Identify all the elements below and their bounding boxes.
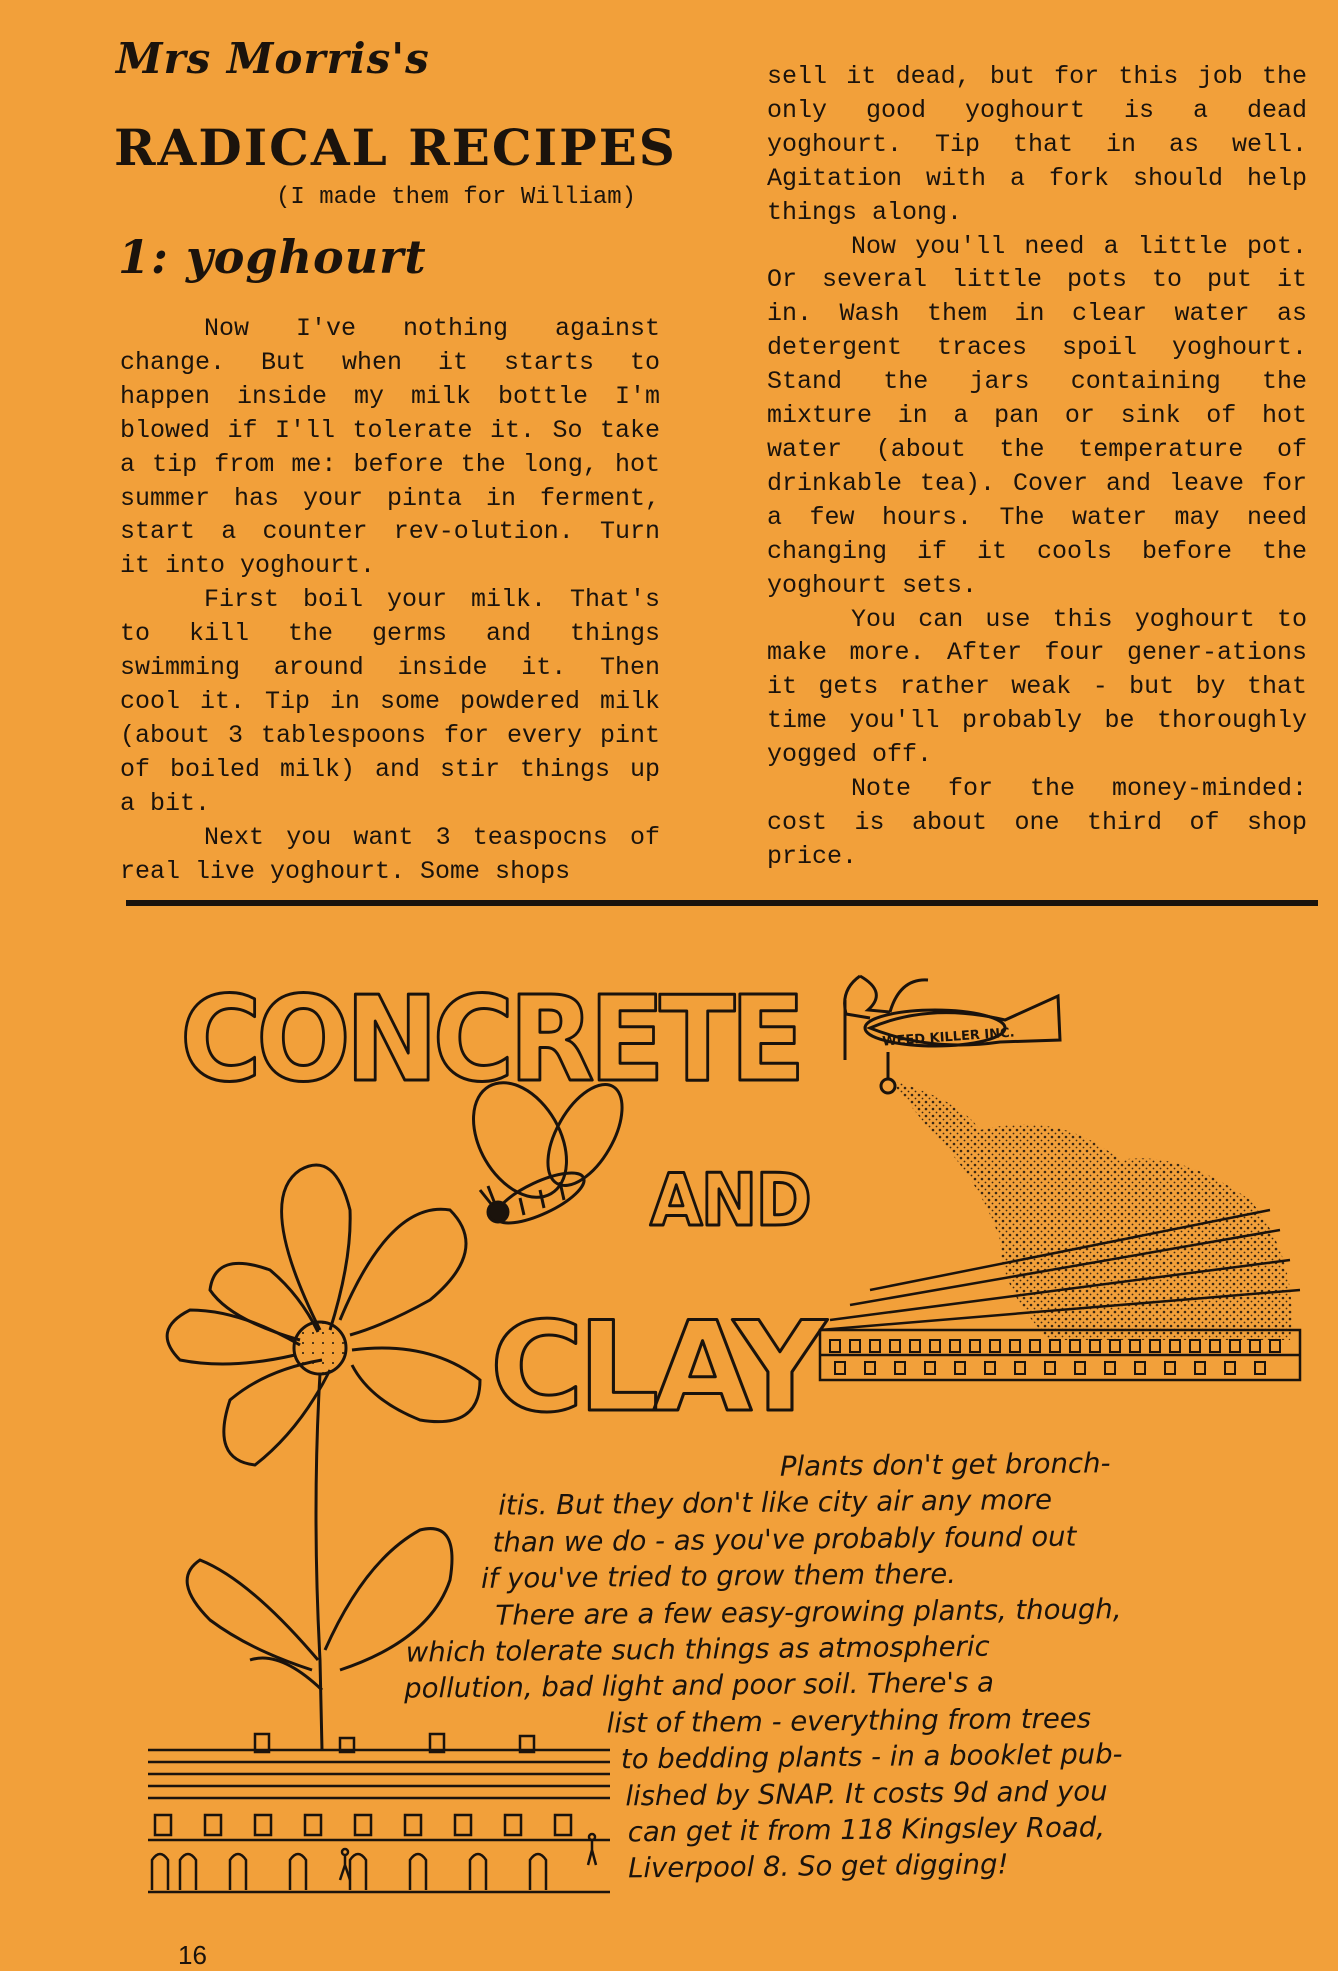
handwritten-line: itis. But they don't like city air any more <box>498 1484 1053 1523</box>
article-paragraph: Now you'll need a little pot. Or several little pots to put it in. Wash them in clear water as detergent traces spoil yoghourt. Stand the jars containing the mixture in a pan or sink of hot water (about the temperature of drinkable tea). Cover and leave for a few hours. The water may need changing if it cools before the yoghourt sets. <box>767 231 1307 600</box>
page-number: 16 <box>178 1940 207 1970</box>
handwritten-line: which tolerate such things as atmospheric <box>405 1630 990 1669</box>
handwritten-line: There are a few easy-growing plants, though, <box>495 1592 1122 1632</box>
weed-killer-plane <box>845 976 1060 1093</box>
handwritten-line: list of them - everything from trees <box>606 1702 1092 1740</box>
handwritten-line: can get it from 118 Kingsley Road, <box>627 1811 1106 1849</box>
handwritten-line: pollution, bad light and poor soil. There's a <box>404 1666 995 1706</box>
column-subtitle: (I made them for William) <box>276 184 637 211</box>
handwritten-line: to bedding plants - in a booklet pub- <box>620 1738 1123 1776</box>
title-word-and: AND <box>650 1158 810 1242</box>
handwritten-line: lished by SNAP. It costs 9d and you <box>625 1774 1108 1813</box>
article-column-left <box>120 312 660 888</box>
column-heading: RADICAL RECIPES <box>114 118 677 177</box>
handwritten-line: if you've tried to grow them there. <box>480 1558 957 1596</box>
handwritten-line: Plants don't get bronch- <box>779 1447 1111 1483</box>
article-paragraph: Note for the money-minded: cost is about one third of shop price. <box>767 774 1307 871</box>
article-paragraph: sell it dead, but for this job the only good yoghourt is a dead yoghourt. Tip that in as well. Agitation with a fork should help things along. <box>767 62 1307 227</box>
article-paragraph: First boil your milk. That's to kill the germs and things swimming around inside it. Then cool it. Tip in some powdered milk (about 3 tablespoons for every pint of boiled milk) and stir things up a bit. <box>120 585 660 818</box>
handwritten-note <box>398 1443 1303 1889</box>
handwritten-line: than we do - as you've probably found out <box>492 1520 1077 1559</box>
section-divider <box>126 900 1318 906</box>
article-column-right <box>767 60 1307 874</box>
title-word-concrete: CONCRETE <box>180 970 800 1108</box>
article-paragraph: Now I've nothing against change. But when it starts to happen inside my milk bottle I'm blowed if I'll tolerate it. So take a tip from me: before the long, hot summer has your pinta in ferment, start a counter rev-olution. Turn it into yoghourt. <box>120 314 660 581</box>
smog-cloud <box>890 1080 1292 1340</box>
article-paragraph: You can use this yoghourt to make more. After four gener-ations it gets rather weak - but by that time you'll probably be thoroughly yogged off. <box>767 604 1307 770</box>
plane-label: WEED KILLER INC. <box>881 1025 1016 1050</box>
recipe-title: 1: yoghourt <box>118 230 427 284</box>
column-title: Mrs Morris's <box>116 34 430 83</box>
title-word-clay: CLAY <box>490 1296 828 1440</box>
article-paragraph: Next you want 3 teaspocns of real live yoghourt. Some shops <box>120 822 660 886</box>
handwritten-line: Liverpool 8. So get digging! <box>627 1848 1009 1885</box>
